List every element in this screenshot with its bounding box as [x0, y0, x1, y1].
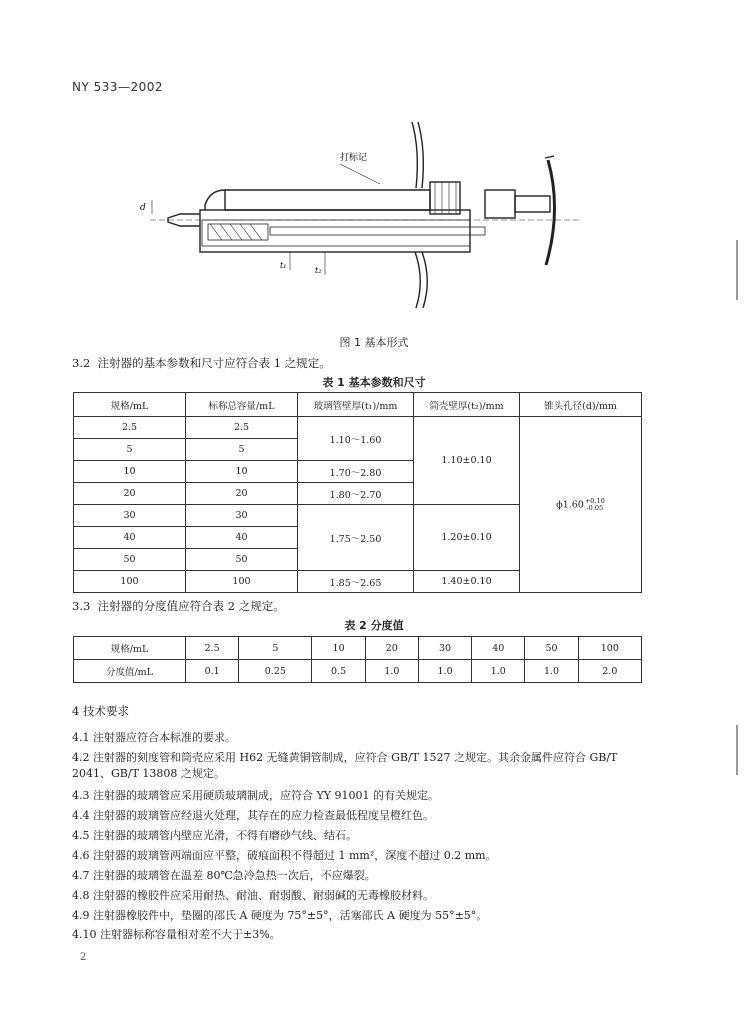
table-cell: 100 [578, 637, 641, 660]
handle-top [412, 122, 417, 188]
table-cell: 0.5 [312, 660, 365, 683]
table-cell: 40 [186, 527, 298, 549]
mark-callout: 打标记 [340, 153, 368, 163]
table-cell: 5 [239, 637, 312, 660]
clause-text: 注射器的分度值应符合表 2 之规定。 [97, 599, 285, 613]
table-row [74, 637, 642, 660]
table-row [74, 660, 642, 683]
table-row-label: 分度值/mL [74, 660, 186, 683]
page-number: 2 [80, 952, 87, 963]
table-row [74, 417, 642, 439]
clause-3-2 [72, 355, 331, 371]
table-cell: 1.10±0.10 [414, 417, 520, 505]
dim-t1-label: t₁ [280, 261, 287, 270]
requirement-4-1: 4.1 注射器应符合本标准的要求。 [72, 731, 236, 744]
syringe-drawing [130, 110, 600, 325]
table-header: 玻璃管壁厚(t₁)/mm [298, 393, 414, 417]
table-cell: 1.40±0.10 [414, 571, 520, 593]
table-cell: 2.0 [578, 660, 641, 683]
requirement-4-6: 4.6 注射器的玻璃管两端面应平整，破痕面积不得超过 1 mm²，深度不超过 0.2 mm。 [72, 849, 497, 862]
scan-mark [736, 725, 738, 775]
table2-caption: 表 2 分度值 [344, 619, 404, 632]
handle-bottom [415, 252, 420, 308]
table-cell: 1.70～2.80 [298, 461, 414, 483]
table-cell: 1.85～2.65 [298, 571, 414, 593]
table-cell: 50 [525, 637, 578, 660]
adjust-knob [485, 190, 515, 218]
scan-mark [736, 240, 738, 300]
cone-bore-cell [520, 417, 642, 593]
plunger-hatch [208, 224, 268, 240]
requirement-4-8: 4.8 注射器的橡胶件应采用耐热、耐油、耐弱酸、耐弱碱的无毒橡胶材料。 [72, 889, 434, 902]
clause-number: 3.3 [72, 599, 91, 613]
dim-d-label: d [140, 203, 146, 213]
cone-bore-upper-tol: +0.10 [584, 496, 605, 505]
table-cell: 1.0 [418, 660, 471, 683]
table-cell: 0.1 [186, 660, 239, 683]
table-cell: 10 [74, 461, 186, 483]
table-cell: 30 [418, 637, 471, 660]
standard-code: NY 533—2002 [72, 80, 164, 94]
table-basic-parameters [73, 392, 642, 593]
table-cell: 30 [186, 505, 298, 527]
table-cell: 1.75～2.50 [298, 505, 414, 571]
table-cell: 50 [74, 549, 186, 571]
table-cell: 100 [186, 571, 298, 593]
table-header: 标称总容量/mL [186, 393, 298, 417]
table-cell: 1.80～2.70 [298, 483, 414, 505]
requirement-4-4: 4.4 注射器的玻璃管应经退火处理，其存在的应力检查最低程度呈橙红色。 [72, 809, 434, 822]
table-cell: 1.0 [365, 660, 418, 683]
cone-bore-lower-tol: -0.05 [586, 503, 604, 512]
table-cell: 10 [312, 637, 365, 660]
table-cell: 20 [365, 637, 418, 660]
clause-text: 注射器的基本参数和尺寸应符合表 1 之规定。 [97, 356, 331, 370]
table-cell: 10 [186, 461, 298, 483]
table-cell: 1.10～1.60 [298, 417, 414, 461]
upper-body [225, 190, 430, 210]
table-row-label: 规格/mL [74, 637, 186, 660]
table-cell: 40 [472, 637, 525, 660]
cone-bore-value: ϕ1.60 [556, 499, 584, 510]
requirement-4-2: 4.2 注射器的刻度管和筒壳应采用 H62 无缝黄铜管制成，应符合 GB/T 1527 之规定。其余金属件应符合 GB/T 2041、GB/T 13808 之规定。 [72, 751, 618, 780]
clause-number: 3.2 [72, 356, 91, 370]
requirement-4-3: 4.3 注射器的玻璃管应采用硬质玻璃制成，应符合 YY 91001 的有关规定。 [72, 789, 439, 802]
table-header: 筒壳壁厚(t₂)/mm [414, 393, 520, 417]
table-cell: 1.0 [525, 660, 578, 683]
requirement-4-9: 4.9 注射器橡胶件中，垫圈的邵氏 A 硬度为 75°±5°，活塞邵氏 A 硬度为 55°±5°。 [72, 909, 488, 922]
requirement-4-7: 4.7 注射器的玻璃管在温差 80℃急冷急热一次后，不应爆裂。 [72, 869, 376, 882]
table-header: 规格/mL [74, 393, 186, 417]
table-cell: 2.5 [186, 637, 239, 660]
table-cell: 0.25 [239, 660, 312, 683]
requirement-4-5: 4.5 注射器的玻璃管内壁应光滑，不得有磨砂气线、结石。 [72, 829, 357, 842]
dim-t2-label: t₂ [315, 266, 322, 275]
figure-caption: 图 1 基本形式 [339, 336, 409, 349]
table1-caption: 表 1 基本参数和尺寸 [322, 376, 426, 389]
table-division-values [73, 636, 642, 683]
requirement-4-10: 4.10 注射器标称容量相对差不大于±3%。 [72, 928, 281, 941]
table-cell: 100 [74, 571, 186, 593]
table-cell: 5 [74, 439, 186, 461]
piston-rod [270, 227, 485, 235]
table-cell: 20 [74, 483, 186, 505]
table-cell: 30 [74, 505, 186, 527]
table-cell: 2.5 [74, 417, 186, 439]
table-cell: 40 [74, 527, 186, 549]
clause-3-3 [72, 598, 285, 614]
table-cell: 1.0 [472, 660, 525, 683]
table-cell: 20 [186, 483, 298, 505]
section-4-title: 4 技术要求 [72, 704, 129, 718]
rear-nut [430, 182, 460, 214]
table-cell: 2.5 [186, 417, 298, 439]
table-cell: 50 [186, 549, 298, 571]
table-cell: 5 [186, 439, 298, 461]
table-header: 锥头孔径(d)/mm [520, 393, 642, 417]
table-cell: 1.20±0.10 [414, 505, 520, 571]
